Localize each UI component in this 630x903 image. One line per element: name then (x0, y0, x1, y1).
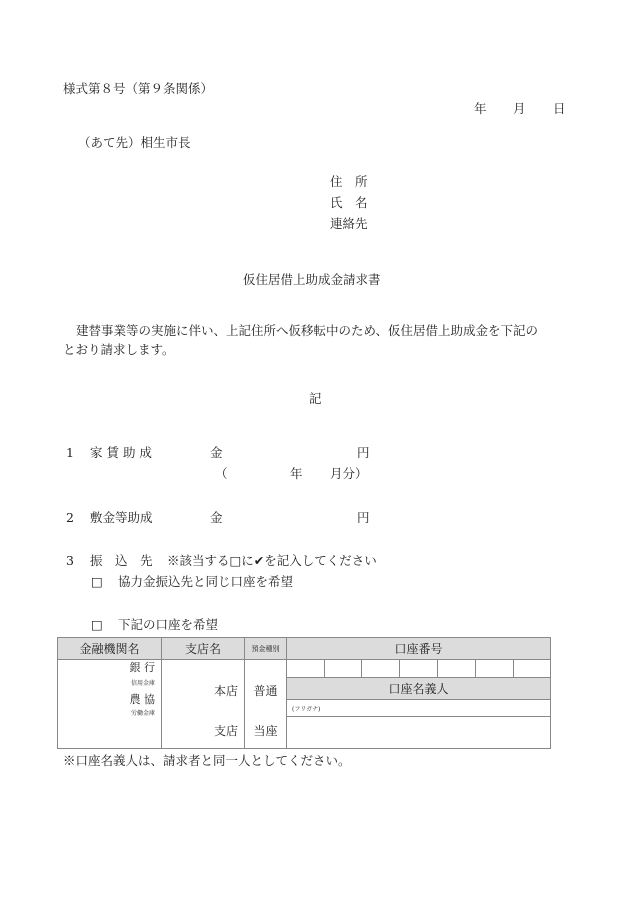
item-1-kin: 金 (210, 445, 223, 460)
item-2-yen: 円 (357, 510, 370, 525)
account-number-digit-3[interactable] (362, 660, 400, 678)
institution-nokyo: 農 協 (129, 693, 155, 707)
form-number: 様式第８号（第９条関係） (63, 81, 214, 96)
deposit-type-cell[interactable] (245, 660, 287, 749)
body-line-2: とおり請求します。 (63, 342, 175, 357)
account-number-digit-7[interactable] (514, 660, 551, 678)
account-table (57, 637, 551, 749)
item-2-kin: 金 (210, 510, 223, 525)
item-1-period-month: 月分） (330, 466, 368, 481)
deposit-toza: 当座 (253, 724, 278, 738)
item-2-number: 2 (66, 510, 74, 525)
institution-bank: 銀 行 (129, 661, 155, 674)
institution-rokin: 労働金庫 (130, 710, 155, 717)
account-number-digit-5[interactable] (438, 660, 476, 678)
option-same-account-label: 協力金振込先と同じ口座を希望 (118, 574, 294, 589)
item-1-label: 家 賃 助 成 (90, 445, 152, 460)
furigana-field[interactable] (287, 700, 551, 717)
furigana-label: (フリガナ) (292, 706, 321, 713)
ki-heading: 記 (309, 391, 322, 406)
document-title: 仮住居借上助成金請求書 (243, 272, 381, 287)
header-account-holder: 口座名義人 (287, 678, 551, 700)
addressee: （あて先）相生市長 (78, 135, 191, 150)
header-account-number: 口座番号 (287, 638, 551, 660)
item-3-note: ※該当する□に✔を記入してください (167, 553, 377, 568)
contact-label: 連絡先 (330, 216, 368, 231)
item-1-period-open: （ (215, 466, 228, 481)
option-below-account-label: 下記の口座を希望 (118, 617, 219, 632)
header-institution: 金融機関名 (58, 638, 162, 660)
item-1-yen: 円 (357, 445, 370, 460)
account-number-digit-2[interactable] (325, 660, 362, 678)
institution-cell[interactable] (58, 660, 162, 749)
account-number-digit-1[interactable] (287, 660, 325, 678)
body-line-1: 建替事業等の実施に伴い、上記住所へ仮移転中のため、仮住居借上助成金を下記の (76, 323, 539, 338)
branch-honten: 本店 (213, 684, 238, 698)
item-1-number: 1 (66, 445, 74, 460)
branch-shiten: 支店 (213, 724, 238, 738)
option-same-account-checkbox[interactable]: □ (91, 574, 103, 589)
date-month-label: 月 (513, 101, 526, 116)
address-label: 住 所 (330, 174, 368, 189)
branch-cell[interactable] (162, 660, 245, 749)
header-deposit-type: 預金種別 (245, 638, 287, 660)
name-label: 氏 名 (330, 195, 368, 210)
account-number-digit-4[interactable] (400, 660, 438, 678)
item-1-period-year: 年 (290, 466, 303, 481)
account-holder-name-field[interactable] (287, 717, 551, 749)
date-year-label: 年 (474, 101, 487, 116)
item-3-label: 振 込 先 (90, 553, 153, 568)
date-day-label: 日 (553, 101, 566, 116)
deposit-futsu: 普通 (253, 684, 278, 698)
option-below-account-checkbox[interactable]: □ (91, 617, 103, 632)
item-2-label: 敷金等助成 (90, 510, 153, 525)
institution-shinkin: 信用金庫 (130, 679, 155, 687)
footnote: ※口座名義人は、請求者と同一人としてください。 (63, 753, 351, 768)
account-number-digit-6[interactable] (476, 660, 514, 678)
item-3-number: 3 (66, 553, 74, 568)
header-branch: 支店名 (162, 638, 245, 660)
